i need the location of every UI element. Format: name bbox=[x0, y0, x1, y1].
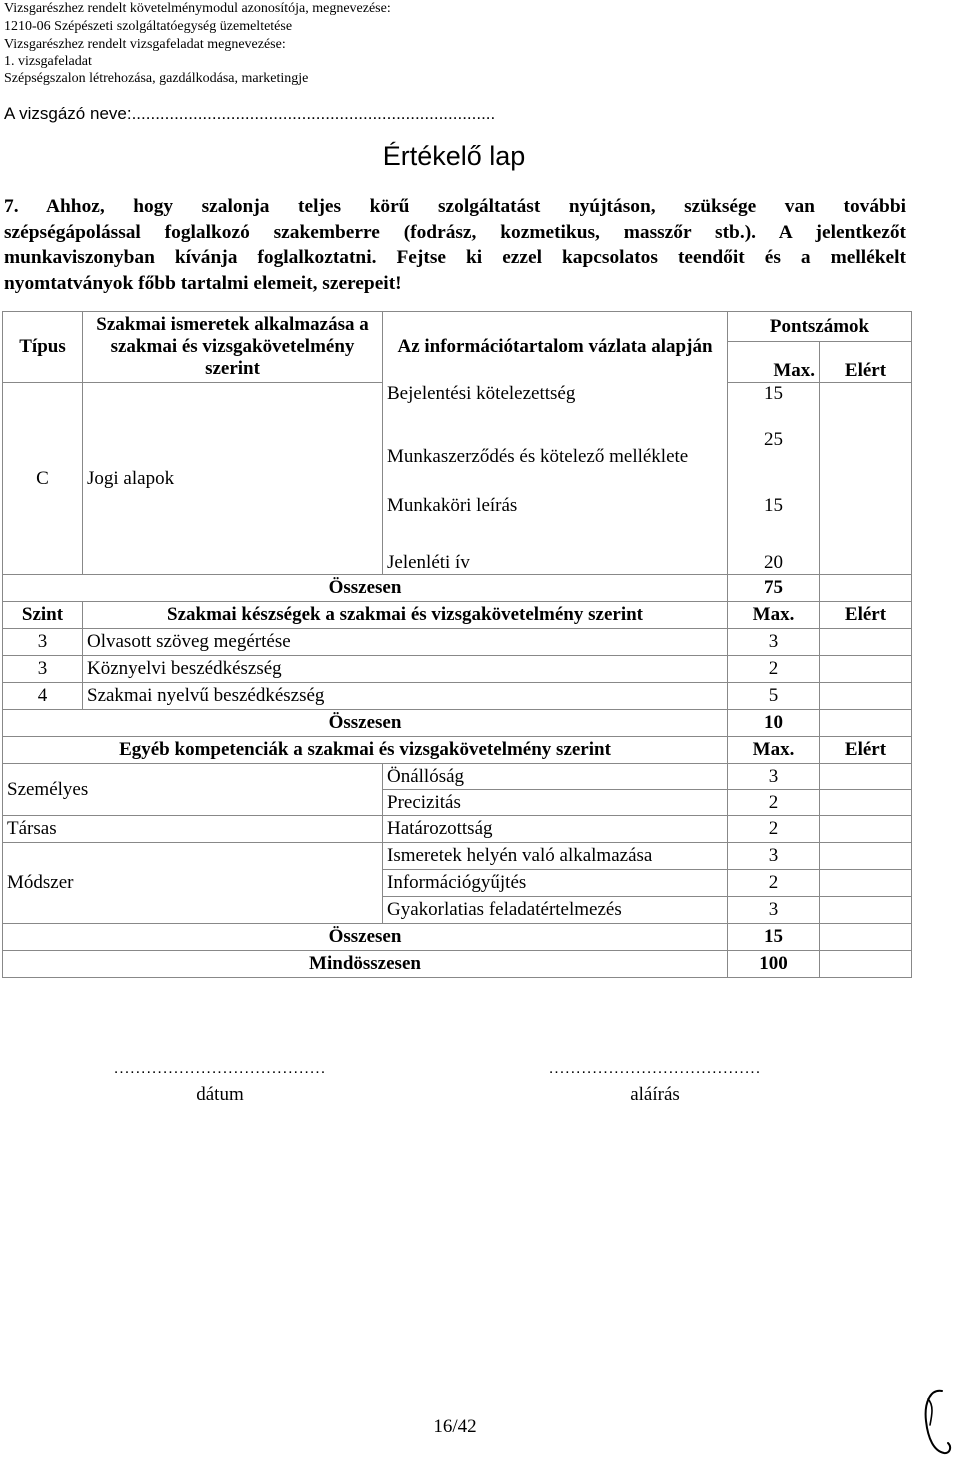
competence-item: Precizitás bbox=[383, 790, 728, 816]
max-points: 15 bbox=[728, 383, 820, 419]
competence-group: Társas bbox=[3, 816, 383, 843]
level-cell: 4 bbox=[3, 683, 83, 710]
signature-line: ....................................... bbox=[548, 1060, 762, 1077]
info-item: Munkaszerződés és kötelező melléklete bbox=[383, 419, 728, 495]
section2-total-max: 10 bbox=[728, 710, 820, 737]
table-row bbox=[3, 683, 912, 710]
grand-total-max: 100 bbox=[728, 951, 820, 978]
table-row bbox=[3, 383, 912, 419]
area-cell: Jogi alapok bbox=[83, 383, 383, 575]
task-line-1: 7. Ahhoz, hogy szalonja teljes körű szolgáltatást nyújtáson, szüksége van további bbox=[4, 196, 906, 217]
skill-cell: Szakmai nyelvű beszédkészség bbox=[83, 683, 728, 710]
col-max-header: Max. bbox=[728, 602, 820, 629]
max-points: 25 bbox=[728, 419, 820, 495]
task-line-2: szépségápolással foglalkozó szakemberre (fodrász, kozmetikus, masszőr stb.). A jelentkezőt bbox=[4, 221, 906, 243]
max-points: 3 bbox=[728, 843, 820, 870]
achieved-points bbox=[820, 656, 912, 683]
table-row bbox=[3, 816, 912, 843]
skill-cell: Olvasott szöveg megértése bbox=[83, 629, 728, 656]
info-item: Munkaköri leírás bbox=[383, 495, 728, 531]
achieved-points bbox=[820, 629, 912, 656]
section2-total-achieved bbox=[820, 710, 912, 737]
grand-total-label: Mindösszesen bbox=[3, 951, 728, 978]
section1-total-max: 75 bbox=[728, 575, 820, 602]
max-points: 5 bbox=[728, 683, 820, 710]
header-task-label: Vizsgarészhez rendelt vizsgafeladat megnevezése: bbox=[4, 37, 286, 52]
section3-total-max: 15 bbox=[728, 924, 820, 951]
achieved-points bbox=[820, 383, 912, 575]
competence-group: Módszer bbox=[3, 843, 383, 924]
competence-item: Önállóság bbox=[383, 764, 728, 790]
info-item: Jelenléti ív bbox=[383, 531, 728, 575]
header-module-label: Vizsgarészhez rendelt követelménymodul azonosítója, megnevezése: bbox=[4, 1, 391, 16]
col-points-header: Pontszámok bbox=[728, 312, 912, 342]
achieved-points bbox=[820, 897, 912, 924]
section1-total-label: Összesen bbox=[3, 575, 728, 602]
max-points: 15 bbox=[728, 495, 820, 531]
max-points: 2 bbox=[728, 790, 820, 816]
section1-total-achieved bbox=[820, 575, 912, 602]
achieved-points bbox=[820, 870, 912, 897]
competence-group: Személyes bbox=[3, 764, 383, 816]
col-level-header: Szint bbox=[3, 602, 83, 629]
date-label: dátum bbox=[196, 1084, 244, 1105]
col-max-header: Max. bbox=[728, 342, 820, 383]
info-item: Bejelentési kötelezettség bbox=[383, 383, 728, 419]
competence-item: Ismeretek helyén való alkalmazása bbox=[383, 843, 728, 870]
competence-item: Gyakorlatias feladatértelmezés bbox=[383, 897, 728, 924]
examinee-name-line: A vizsgázó neve:............................................................................. bbox=[4, 104, 496, 123]
section2-total-label: Összesen bbox=[3, 710, 728, 737]
level-cell: 3 bbox=[3, 629, 83, 656]
col-other-header: Egyéb kompetenciák a szakmai és vizsgakövetelmény szerint bbox=[3, 737, 728, 764]
handwritten-initials-icon bbox=[920, 1385, 956, 1461]
skill-cell: Köznyelvi beszédkészség bbox=[83, 656, 728, 683]
col-achieved-header: Elért bbox=[820, 602, 912, 629]
table-row bbox=[3, 764, 912, 790]
table-row bbox=[3, 843, 912, 870]
page-number: 16/42 bbox=[433, 1416, 477, 1437]
level-cell: 3 bbox=[3, 656, 83, 683]
achieved-points bbox=[820, 843, 912, 870]
max-points: 2 bbox=[728, 870, 820, 897]
achieved-points bbox=[820, 764, 912, 790]
grand-total-achieved bbox=[820, 951, 912, 978]
max-points: 20 bbox=[728, 531, 820, 575]
competence-item: Határozottság bbox=[383, 816, 728, 843]
table-row bbox=[3, 629, 912, 656]
col-achieved-header: Elért bbox=[820, 737, 912, 764]
max-points: 3 bbox=[728, 629, 820, 656]
competence-item: Információgyűjtés bbox=[383, 870, 728, 897]
max-points: 3 bbox=[728, 764, 820, 790]
col-info-header: Az információtartalom vázlata alapján bbox=[383, 312, 728, 383]
col-skills-header: Szakmai készségek a szakmai és vizsgakövetelmény szerint bbox=[83, 602, 728, 629]
header-task-name: Szépségszalon létrehozása, gazdálkodása, marketingje bbox=[4, 71, 309, 86]
col-max-header: Max. bbox=[728, 737, 820, 764]
achieved-points bbox=[820, 790, 912, 816]
header-task-number: 1. vizsgafeladat bbox=[4, 54, 92, 69]
col-type-header: Típus bbox=[3, 312, 83, 383]
max-points: 2 bbox=[728, 816, 820, 843]
signature-block bbox=[515, 1060, 795, 1106]
achieved-points bbox=[820, 816, 912, 843]
task-line-3: munkaviszonyban kívánja foglalkoztatni. Fejtse ki ezzel kapcsolatos teendőit és a mellékelt bbox=[4, 247, 906, 269]
header-module-name: 1210-06 Szépészeti szolgáltatóegység üzemeltetése bbox=[4, 19, 293, 34]
task-description bbox=[4, 194, 906, 296]
page-title: Értékelő lap bbox=[382, 141, 526, 171]
section3-total-achieved bbox=[820, 924, 912, 951]
max-points: 3 bbox=[728, 897, 820, 924]
max-points: 2 bbox=[728, 656, 820, 683]
date-line: ....................................... bbox=[113, 1060, 327, 1077]
col-achieved-header: Elért bbox=[820, 342, 912, 383]
table-row bbox=[3, 656, 912, 683]
signature-label: aláírás bbox=[630, 1084, 680, 1105]
type-cell: C bbox=[3, 383, 83, 575]
col-knowledge-header: Szakmai ismeretek alkalmazása a szakmai és vizsgakövetelmény szerint bbox=[83, 312, 383, 383]
task-line-4: nyomtatványok főbb tartalmi elemeit, szerepeit! bbox=[4, 272, 402, 294]
evaluation-table bbox=[2, 311, 912, 978]
section3-total-label: Összesen bbox=[3, 924, 728, 951]
date-signature-block bbox=[80, 1060, 360, 1106]
achieved-points bbox=[820, 683, 912, 710]
